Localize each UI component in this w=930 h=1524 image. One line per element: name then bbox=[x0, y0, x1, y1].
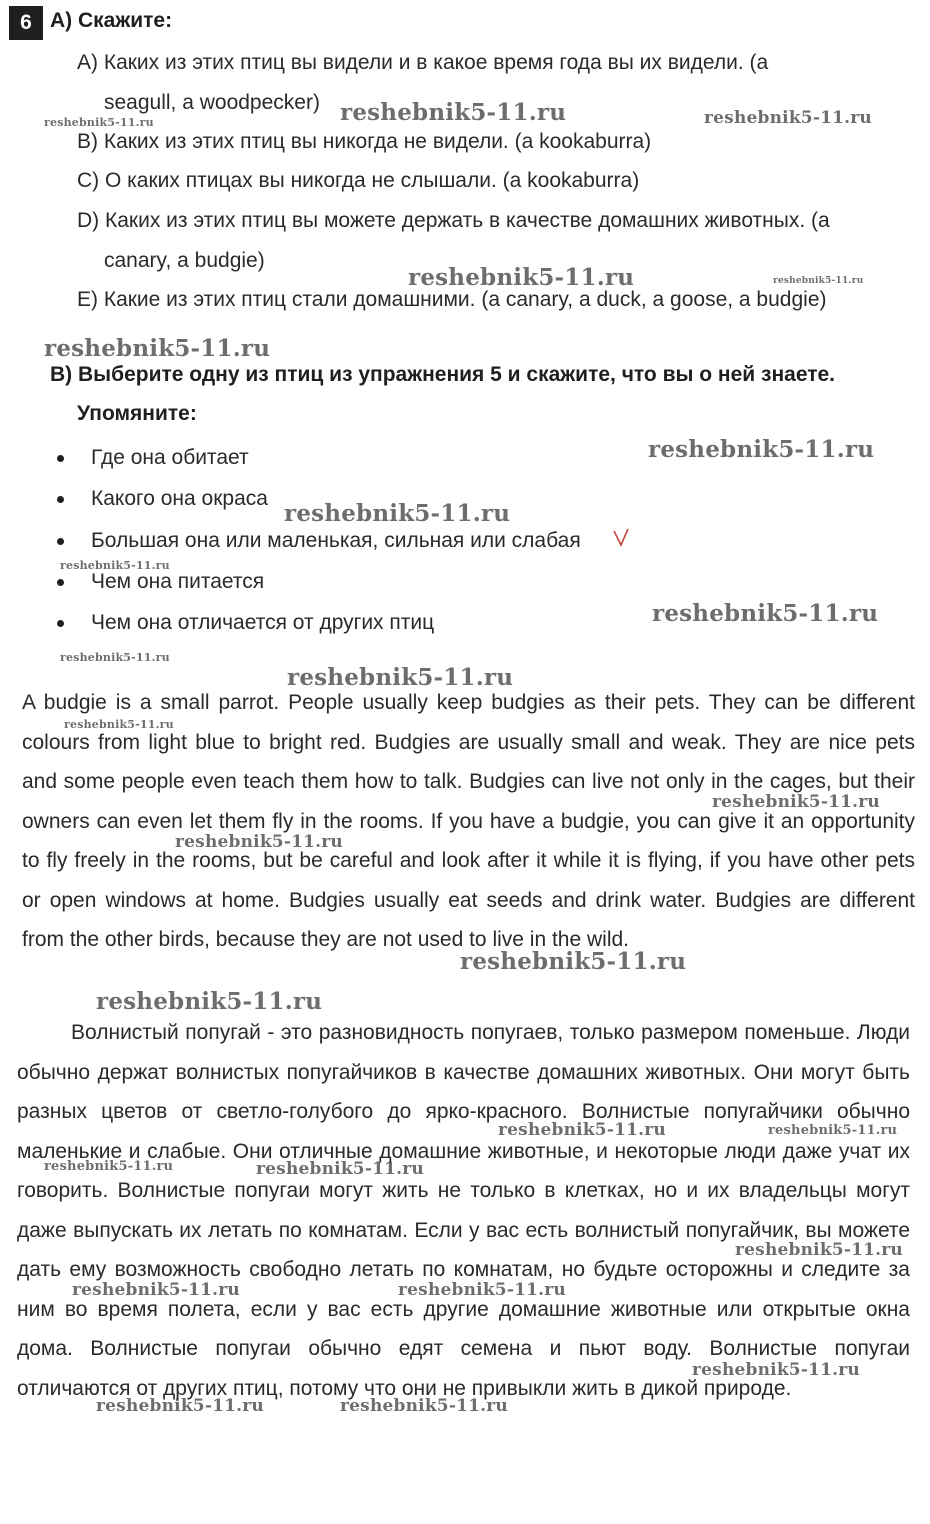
question-c bbox=[77, 161, 915, 201]
watermark: reshebnik5-11.ru bbox=[704, 108, 872, 128]
question-d bbox=[77, 201, 915, 280]
exercise-number-badge bbox=[9, 6, 43, 40]
mention-heading: Упомяните: bbox=[77, 402, 197, 425]
part-b-heading: B) Выберите одну из птиц из упражнения 5 и скажите, что вы о ней знаете. bbox=[50, 363, 836, 386]
watermark: reshebnik5-11.ru bbox=[44, 116, 154, 129]
exercise-number: 6 bbox=[20, 11, 32, 34]
question-a-line2: seagull, a woodpecker) bbox=[104, 90, 320, 114]
bullet-item bbox=[55, 608, 434, 638]
bullet-item bbox=[55, 484, 268, 514]
watermark: reshebnik5-11.ru bbox=[284, 500, 511, 527]
bullet-dot bbox=[57, 538, 64, 545]
watermark: reshebnik5-11.ru bbox=[340, 99, 567, 126]
watermark: reshebnik5-11.ru bbox=[287, 664, 514, 691]
question-e bbox=[77, 280, 915, 320]
watermark: reshebnik5-11.ru bbox=[498, 1120, 666, 1140]
question-b-line1: B) Каких из этих птиц вы никогда не видели. (a kookaburra) bbox=[77, 130, 652, 153]
bullet-text: Какого она окраса bbox=[91, 487, 268, 510]
part-a-heading: А) Скажите: bbox=[50, 9, 173, 32]
watermark: reshebnik5-11.ru bbox=[60, 559, 170, 572]
question-a-line1: A) Каких из этих птиц вы видели и в какое время года вы их видели. (a bbox=[77, 51, 769, 74]
watermark: reshebnik5-11.ru bbox=[460, 948, 687, 975]
watermark: reshebnik5-11.ru bbox=[408, 264, 635, 291]
bullet-dot bbox=[57, 455, 64, 462]
bullet-item bbox=[55, 443, 249, 473]
bullet-item bbox=[55, 567, 264, 597]
question-b bbox=[77, 122, 915, 162]
watermark: reshebnik5-11.ru bbox=[768, 1123, 898, 1138]
bullet-dot bbox=[57, 496, 64, 503]
question-d-line2: canary, a budgie) bbox=[104, 248, 265, 272]
watermark: reshebnik5-11.ru bbox=[96, 988, 323, 1015]
watermark: reshebnik5-11.ru bbox=[44, 335, 271, 362]
pen-stroke-mark bbox=[612, 527, 630, 549]
watermark: reshebnik5-11.ru bbox=[175, 832, 343, 852]
watermark: reshebnik5-11.ru bbox=[340, 1396, 508, 1416]
bullet-text: Большая она или маленькая, сильная или слабая bbox=[91, 529, 581, 552]
question-d-line1: D) Каких из этих птиц вы можете держать в качестве домашних животных. (a bbox=[77, 209, 830, 232]
watermark: reshebnik5-11.ru bbox=[773, 276, 864, 286]
watermark: reshebnik5-11.ru bbox=[735, 1240, 903, 1260]
question-c-line1: C) О каких птицах вы никогда не слышали. (a kookaburra) bbox=[77, 169, 640, 192]
watermark: reshebnik5-11.ru bbox=[72, 1280, 240, 1300]
bullet-item bbox=[55, 526, 581, 556]
watermark: reshebnik5-11.ru bbox=[692, 1360, 860, 1380]
watermark: reshebnik5-11.ru bbox=[398, 1280, 566, 1300]
watermark: reshebnik5-11.ru bbox=[60, 651, 170, 664]
bullet-text: Чем она отличается от других птиц bbox=[91, 611, 435, 634]
watermark: reshebnik5-11.ru bbox=[712, 792, 880, 812]
answer-russian: Волнистый попугай - это разновидность попугаев, только размером поменьше. Люди обычно держат волнистых попугайчиков в качестве домашних животных. Они могут быть разных цветов от светло-голубого до ярко-красного. Волнистые попугайчики обычно маленькие и слабые. Они отличные домашние животные, и некоторые люди даже учат их говорить. Волнистые попугаи могут жить не только в клетках, но и их владельцы могут даже выпускать их летать по комнатам. Если у вас есть волнистый попугайчик, вы можете дать ему возможность свободно летать по комнатам, но будьте осторожны и следите за ним во время полета, если у вас есть другие домашние животные или открытые окна дома. Волнистые попугаи обычно едят семена и пьют воду. Волнистые попугаи отличаются от других птиц, потому что они не привыкли жить в дикой природе. bbox=[17, 1021, 910, 1400]
watermark: reshebnik5-11.ru bbox=[44, 1159, 174, 1174]
bullet-text: Где она обитает bbox=[91, 446, 249, 469]
watermark: reshebnik5-11.ru bbox=[96, 1396, 264, 1416]
question-a bbox=[77, 43, 915, 122]
question-e-line1: E) Какие из этих птиц стали домашними. (a canary, a duck, a goose, a budgie) bbox=[77, 288, 827, 311]
bullet-dot bbox=[57, 620, 64, 627]
bullet-dot bbox=[57, 579, 64, 586]
bullet-text: Чем она питается bbox=[91, 570, 265, 593]
answer-english: A budgie is a small parrot. People usually keep budgies as their pets. They can be different colours from light blue to bright red. Budgies are usually small and weak. They are nice pets and some people even teach them how to talk. Budgies can live not only in the cages, but their owners can even let them fly in the rooms. If you have a budgie, you can give it an opportunity to fly freely in the rooms, but be careful and look after it while it is flying, if you have other pets or open windows at home. Budgies usually eat seeds and drink water. Budgies are different from the other birds, because they are not used to live in the wild. bbox=[22, 691, 915, 951]
watermark: reshebnik5-11.ru bbox=[64, 718, 174, 731]
watermark: reshebnik5-11.ru bbox=[652, 600, 879, 627]
watermark: reshebnik5-11.ru bbox=[256, 1159, 424, 1179]
watermark: reshebnik5-11.ru bbox=[648, 436, 875, 463]
